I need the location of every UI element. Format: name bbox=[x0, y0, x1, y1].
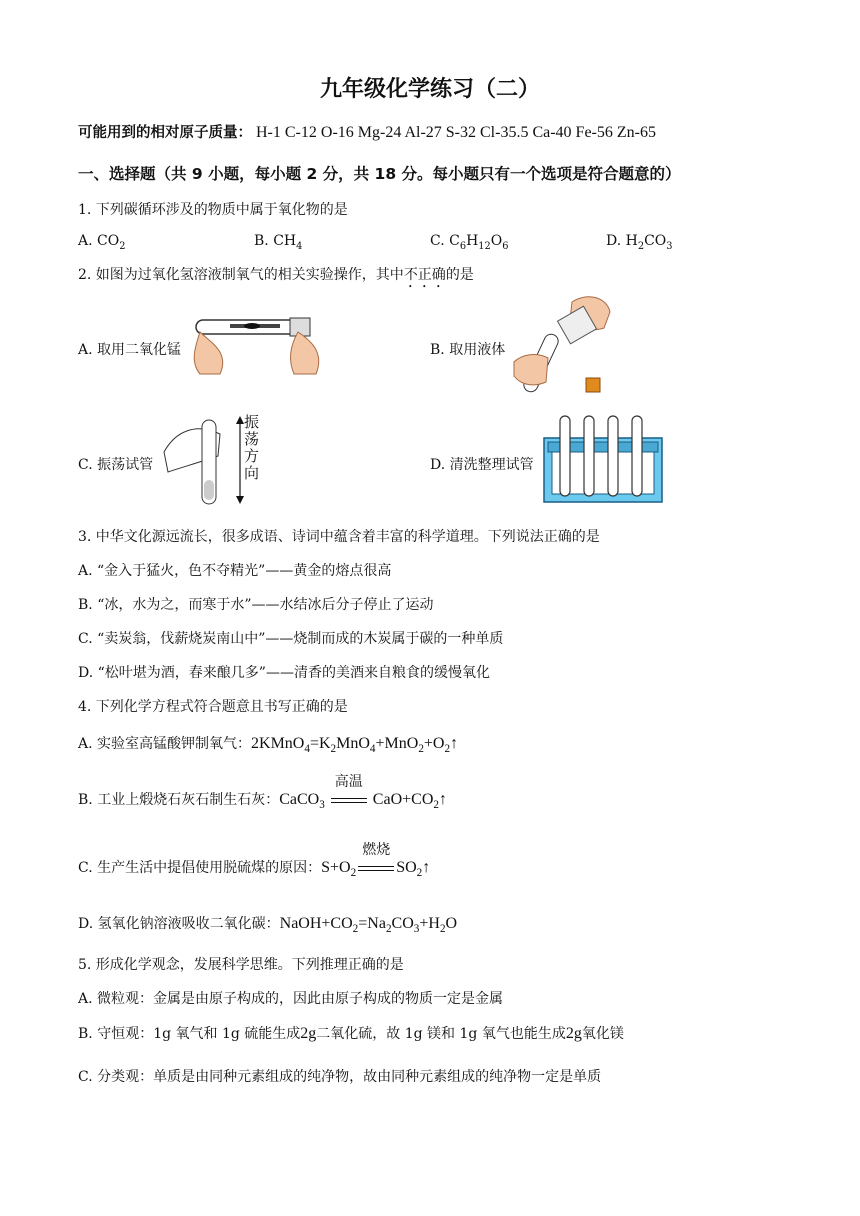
atomic-mass-values: H-1 C-12 O-16 Mg-24 Al-27 S-32 Cl-35.5 Ca-40 Fe-56 Zn-65 bbox=[256, 124, 656, 141]
q4-option-d: D. 氢氧化钠溶液吸收二氧化碳：$NaOH+CO_2=Na_2CO_3+H_2O$ bbox=[78, 915, 458, 936]
q1-option-c: C. $C_6H_{12}O_6$ bbox=[430, 233, 509, 252]
q2-option-b: B. 取用液体 bbox=[430, 342, 506, 358]
q2-option-a: A. 取用二氧化锰 bbox=[78, 342, 182, 358]
q2-option-d: D. 清洗整理试管 bbox=[430, 457, 534, 473]
q3-option-c: C. “卖炭翁，伐薪烧炭南山中”——烧制而成的木炭属于碳的一种单质 bbox=[78, 631, 504, 647]
condition-high-temp: 高温 bbox=[334, 775, 363, 790]
equation-a: $2KMnO_4=K_2MnO_4+MnO_2+O_2↑$ bbox=[251, 735, 459, 756]
q3-option-b: B. “冰，水为之，而寒于水”——水结冰后分子停止了运动 bbox=[78, 597, 434, 613]
q4-option-a: A. 实验室高锰酸钾制氧气：$2KMnO_4=K_2MnO_4+MnO_2+O_2↑$ bbox=[78, 735, 459, 756]
pouring-liquid-illustration bbox=[512, 292, 614, 400]
q5-option-a: A. 微粒观：金属是由原子构成的，因此由原子构成的物质一定是金属 bbox=[78, 991, 504, 1007]
q5-option-b: B. 守恒观：1g 氧气和 1g 硫能生成2g二氧化硫，故 1g 镁和 1g 氧气也能生成2g氧化镁 bbox=[78, 1025, 624, 1042]
equation-d: $NaOH+CO_2=Na_2CO_3+H_2O$ bbox=[279, 915, 458, 936]
q1-option-b: B. $CH_4$ bbox=[254, 233, 303, 252]
question-1-stem: 1. 下列碳循环涉及的物质中属于氧化物的是 bbox=[78, 202, 348, 218]
equation-b: CaCO$_3$ 高温 $CaO+CO_2↑$ bbox=[279, 791, 447, 808]
emphasis-not-correct: 不正确 bbox=[403, 267, 446, 283]
section-heading: 一、选择题（共 9 小题，每小题 2 分，共 18 分。每小题只有一个选项是符合题意的） bbox=[78, 165, 681, 183]
shake-direction-label: 振荡方向 bbox=[244, 413, 260, 482]
question-2-stem: 2. 如图为过氧化氢溶液制氧气的相关实验操作，其中不正确的是 bbox=[78, 267, 474, 283]
q3-option-a: A. “金入于猛火，色不夺精光”——黄金的熔点很高 bbox=[78, 563, 392, 579]
test-tube-horizontal-illustration bbox=[190, 312, 328, 380]
q5-option-c: C. 分类观：单质是由同种元素组成的纯净物，故由同种元素组成的纯净物一定是单质 bbox=[78, 1069, 602, 1085]
page-title: 九年级化学练习（二） bbox=[319, 77, 540, 102]
q3-option-d: D. “松叶堪为酒，春来酿几多”——清香的美酒来自粮食的缓慢氧化 bbox=[78, 665, 490, 681]
question-3-stem: 3. 中华文化源远流长，很多成语、诗词中蕴含着丰富的科学道理。下列说法正确的是 bbox=[78, 529, 600, 545]
test-tube-rack-illustration bbox=[542, 412, 668, 506]
atomic-mass-line bbox=[78, 121, 656, 142]
q1-option-a: A. $CO_2$ bbox=[78, 233, 126, 252]
atomic-mass-label: 可能用到的相对原子质量： bbox=[78, 125, 252, 141]
condition-combustion: 燃烧 bbox=[362, 843, 391, 858]
q4-option-b: B. 工业上煅烧石灰石制生石灰：CaCO$_3$ 高温 $CaO+CO_2↑$ bbox=[78, 789, 447, 811]
q2-option-c: C. 振荡试管 bbox=[78, 457, 154, 473]
equation-c: $S+O_2$ 燃烧 $SO_2↑$ bbox=[321, 859, 430, 876]
question-5-stem: 5. 形成化学观念，发展科学思维。下列推理正确的是 bbox=[78, 957, 404, 973]
q4-option-c: C. 生产生活中提倡使用脱硫煤的原因：$S+O_2$ 燃烧 $SO_2↑$ bbox=[78, 857, 430, 879]
q1-option-d: D. $H_2CO_3$ bbox=[606, 233, 673, 252]
question-4-stem: 4. 下列化学方程式符合题意且书写正确的是 bbox=[78, 699, 348, 715]
